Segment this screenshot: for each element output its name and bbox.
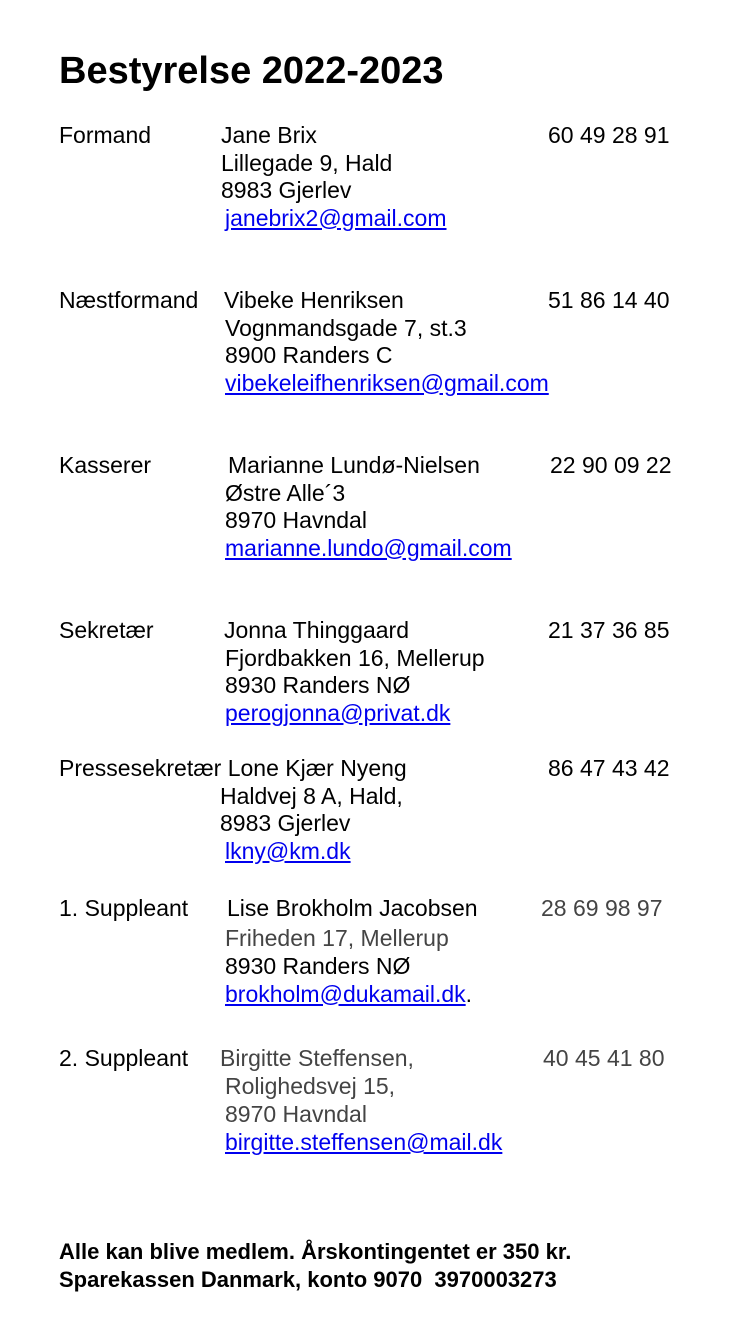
member-address-city: 8970 Havndal [225, 1101, 367, 1127]
member-address-street: Lillegade 9, Hald [221, 149, 393, 176]
member-role: Kasserer [59, 452, 152, 478]
member-address-city: 8970 Havndal [225, 507, 367, 533]
member-name: Birgitte Steffensen, [220, 1045, 414, 1071]
member-phone: 60 49 28 91 [548, 122, 670, 148]
member-email-link[interactable]: birgitte.steffensen@mail.dk [225, 1129, 503, 1155]
member-address-street: Vognmandsgade 7, st.3 [225, 314, 467, 341]
member-email-link[interactable]: marianne.lundo@gmail.com [225, 534, 512, 561]
member-phone: 21 37 36 85 [548, 617, 670, 643]
member-phone: 86 47 43 42 [548, 755, 670, 781]
member-role [59, 755, 407, 783]
member-email-link[interactable]: janebrix2@gmail.com [225, 204, 447, 231]
member-name: Lone Kjær Nyeng [227, 755, 407, 781]
member-email-link[interactable]: lkny@km.dk [225, 837, 351, 864]
membership-note [59, 1238, 571, 1294]
member-name: Lise Brokholm Jacobsen [227, 895, 478, 921]
member-address-city: 8930 Randers NØ [225, 953, 411, 979]
member-address-city: 8983 Gjerlev [220, 810, 351, 836]
member-address-street: Friheden 17, Mellerup [225, 925, 449, 951]
bank-account-text: Sparekassen Danmark, konto 9070 3970003273 [59, 1267, 557, 1292]
member-address-street: Rolighedsvej 15, [225, 1073, 396, 1099]
member-role: Sekretær [59, 617, 154, 643]
membership-fee-text: Alle kan blive medlem. Årskontingentet er 350 kr. [59, 1239, 572, 1264]
member-address-city: 8900 Randers C [225, 342, 393, 368]
member-address-street: Fjordbakken 16, Mellerup [225, 644, 485, 671]
member-email-link[interactable]: brokholm@dukamail.dk [225, 980, 466, 1007]
member-role-text: Pressesekretær [59, 755, 222, 781]
member-name: Vibeke Henriksen [224, 287, 404, 313]
member-address-street: Østre Alle´3 [225, 479, 346, 506]
member-email-link[interactable]: vibekeleifhenriksen@gmail.com [225, 369, 549, 396]
member-name: Jonna Thinggaard [224, 617, 409, 643]
page-title: Bestyrelse 2022-2023 [59, 50, 444, 92]
email-suffix: . [465, 980, 473, 1007]
member-role: Næstformand [59, 287, 199, 313]
member-phone: 22 90 09 22 [550, 452, 672, 478]
member-role: Formand [59, 122, 152, 148]
member-phone: 51 86 14 40 [548, 287, 670, 313]
member-address-city: 8930 Randers NØ [225, 672, 411, 698]
member-address-city: 8983 Gjerlev [221, 177, 352, 203]
member-name: Jane Brix [221, 122, 317, 148]
member-role: 2. Suppleant [59, 1045, 189, 1071]
member-email-link[interactable]: perogjonna@privat.dk [225, 699, 451, 726]
member-phone: 40 45 41 80 [543, 1045, 665, 1071]
member-phone: 28 69 98 97 [541, 895, 663, 921]
member-email-row [225, 981, 472, 1009]
member-name: Marianne Lundø-Nielsen [228, 452, 480, 478]
member-address-street: Haldvej 8 A, Hald, [220, 782, 403, 809]
member-role: 1. Suppleant [59, 895, 189, 921]
